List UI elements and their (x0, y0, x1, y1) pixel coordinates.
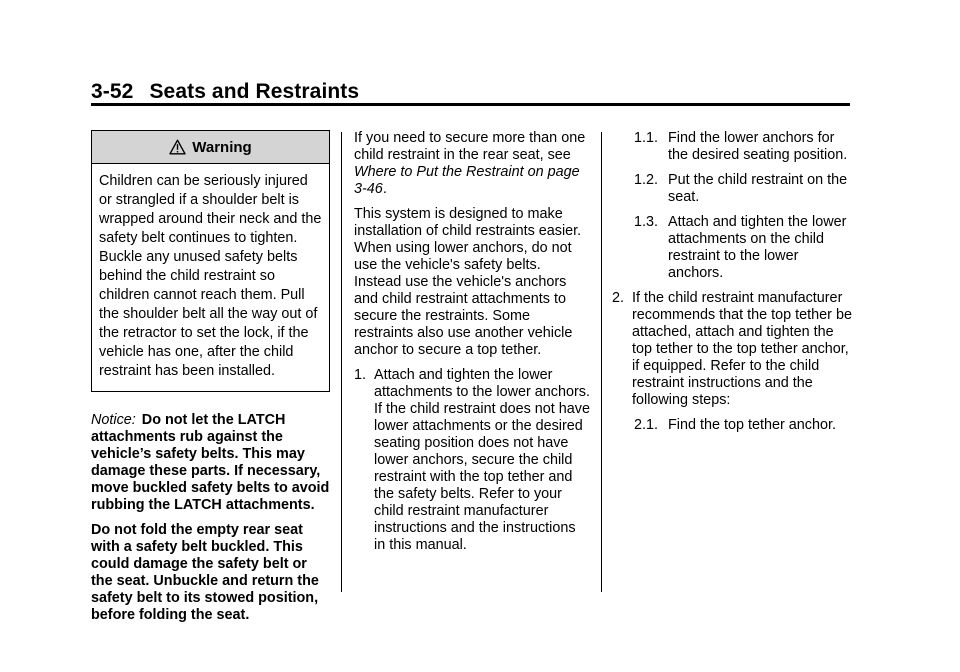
list-item (634, 172, 852, 206)
list-item (634, 214, 852, 282)
header-rule (91, 103, 850, 106)
substep-number: 2.1. (634, 417, 659, 433)
page-title: Seats and Restraints (149, 80, 360, 103)
warning-title: Warning (192, 138, 252, 156)
intro-paragraph (354, 130, 590, 198)
step-text: Attach and tighten the lower attachments to the lower anchors. If the child restraint does not have lower attachments or the desired seating position does not have lower anchors, secure the child restraint with the top tether and the safety belts. Refer to your child restraint manufacturer instructions and the instructions in this manual. (374, 367, 590, 553)
seat-fold-paragraph: Do not fold the empty rear seat with a safety belt buckled. This could damage the safety belt or the seat. Unbuckle and return the safety belt to its stowed position, before folding the seat. (91, 522, 319, 623)
cross-reference-link[interactable]: Where to Put the Restraint on page 3-46 (354, 164, 580, 197)
substep-text: Put the child restraint on the seat. (668, 172, 848, 205)
warning-box (91, 130, 330, 392)
step-number: 2. (612, 290, 625, 306)
notice-text: Do not let the LATCH attachments rub against the vehicle’s safety belts. This may damage these parts. If necessary, move buckled safety belts to avoid rubbing the LATCH attachments. (91, 412, 330, 513)
substep-text: Find the lower anchors for the desired seating position. (668, 130, 848, 163)
intro-text: If you need to secure more than one child restraint in the rear seat, see (354, 130, 586, 163)
list-item (354, 367, 590, 554)
substep-number: 1.2. (634, 172, 659, 188)
column-divider (601, 132, 602, 592)
list-item (612, 290, 852, 409)
warning-triangle-icon (169, 139, 186, 155)
step-number: 1. (354, 367, 367, 383)
column-3 (612, 130, 852, 442)
page-number: 3-52 (91, 80, 134, 103)
list-item (634, 130, 852, 164)
substep-number: 1.3. (634, 214, 659, 230)
substep-text: Attach and tighten the lower attachments on the child restraint to the lower anchors. (668, 214, 847, 281)
substep-text: Find the top tether anchor. (668, 417, 837, 433)
substep-number: 1.1. (634, 130, 659, 146)
column-2 (354, 130, 590, 562)
warning-text: Children can be seriously injured or strangled if a shoulder belt is wrapped around their neck and the safety belt continues to tighten. Buckle any unused safety belts behind the child restraint so children cannot reach them. Pull the shoulder belt all the way out of the retractor to set the lock, if the vehicle has one, after the child restraint has been installed. (99, 173, 322, 379)
system-paragraph: This system is designed to make installation of child restraints easier. When using lower anchors, do not use the vehicle's safety belts. Instead use the vehicle's anchors and child restraint attachments to secure the restraints. Some restraints also use another vehicle anchor to secure a top tether. (354, 206, 582, 358)
step-text: If the child restraint manufacturer recommends that the top tether be attached, attach and tighten the top tether to the top tether anchor, if equipped. Refer to the child restraint instructions and the following steps: (632, 290, 852, 408)
notice-label: Notice: (91, 412, 136, 428)
list-item (634, 417, 852, 434)
page-header (91, 80, 359, 104)
column-1 (91, 130, 330, 632)
notice-paragraph (91, 412, 330, 514)
column-divider (341, 132, 342, 592)
intro-end: . (382, 181, 387, 197)
warning-header (92, 131, 329, 164)
